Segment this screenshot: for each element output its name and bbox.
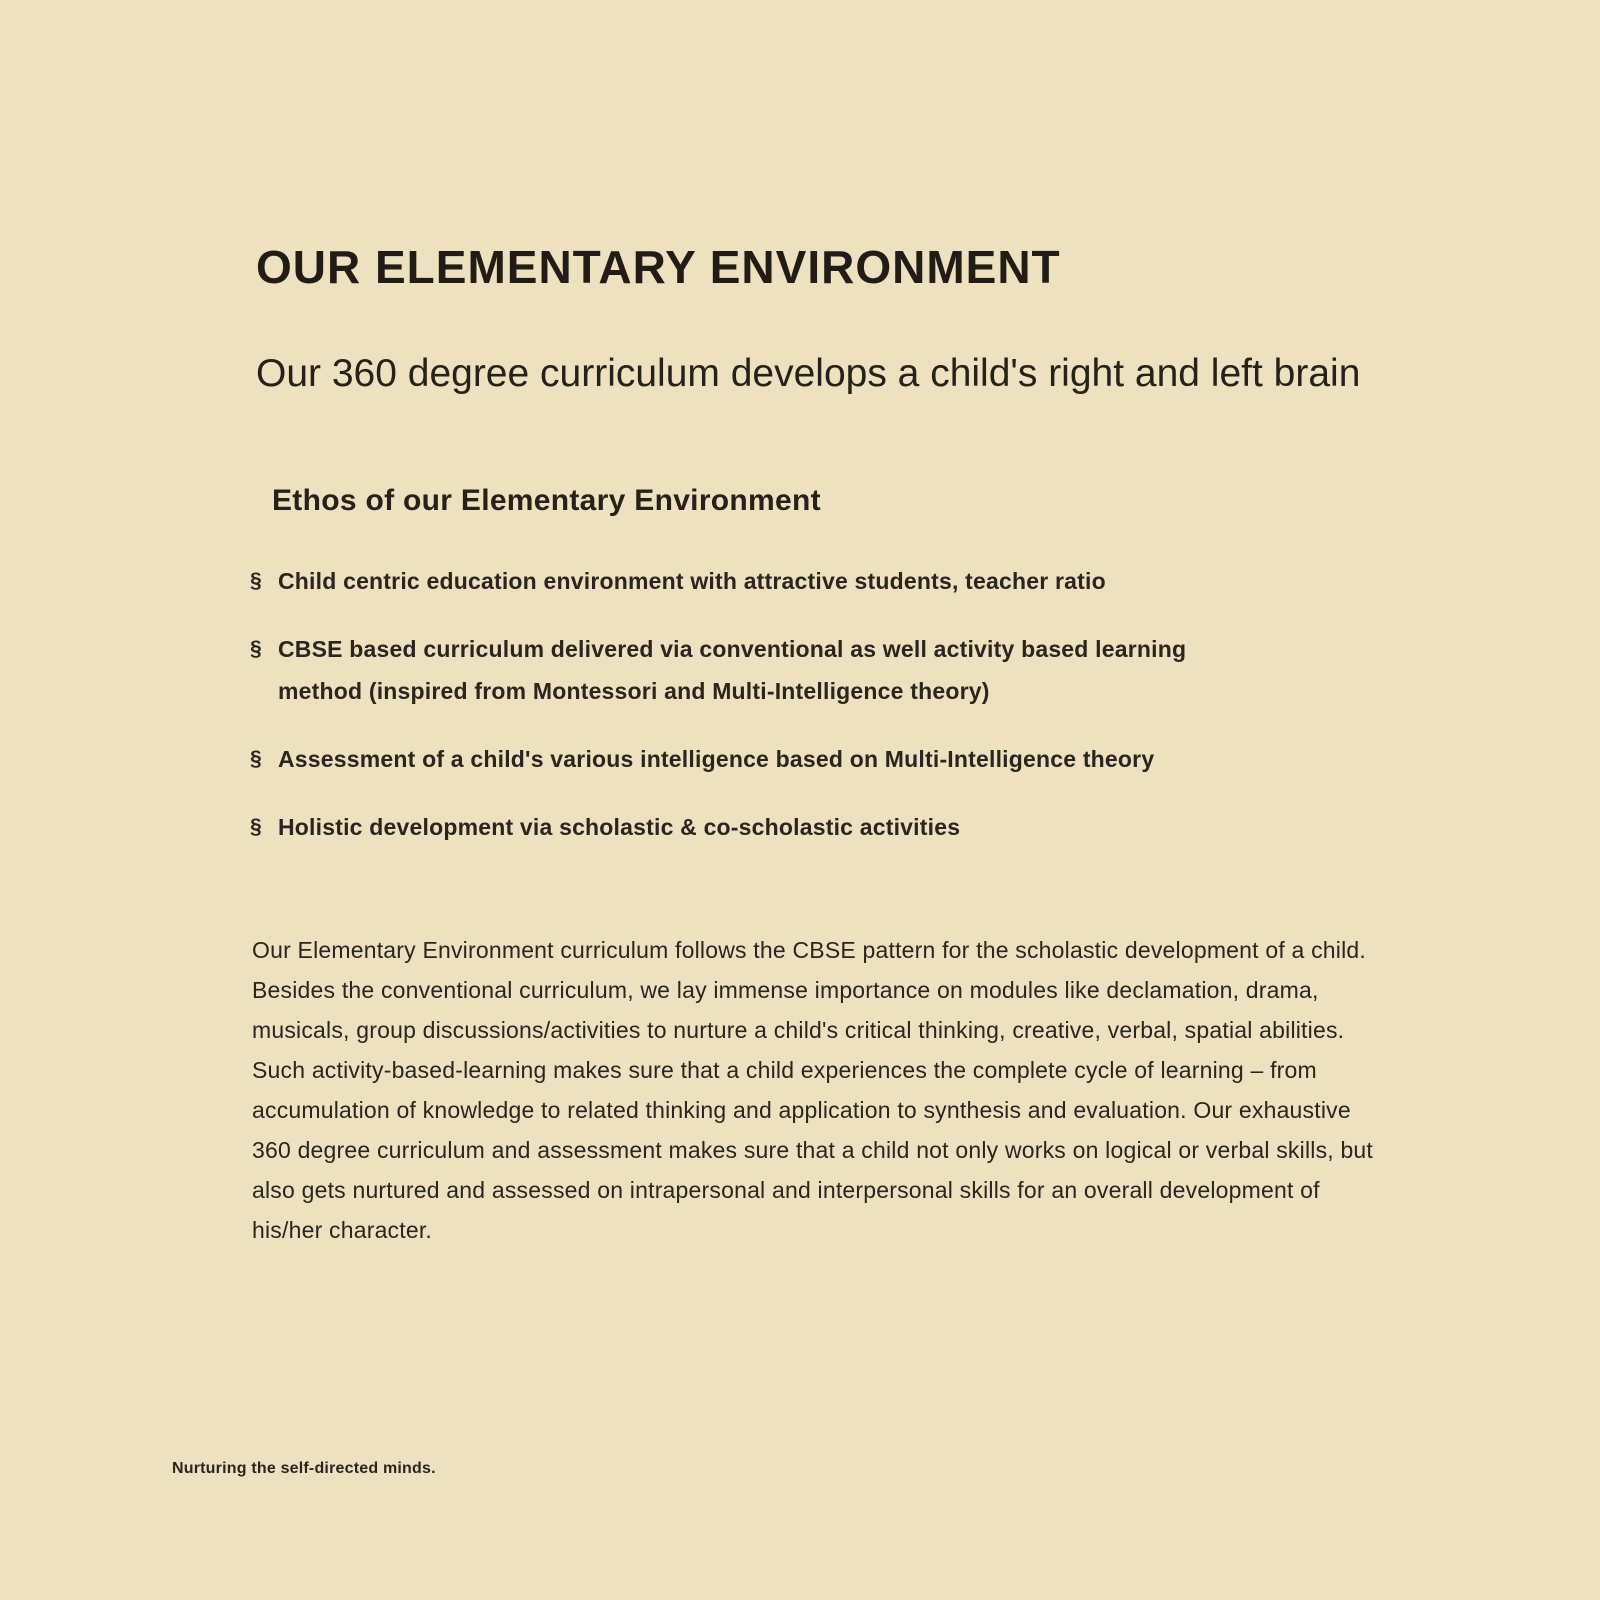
list-item	[250, 806, 1210, 848]
ethos-bullet-list	[250, 560, 1210, 874]
list-item-text: Holistic development via scholastic & co-scholastic activities	[278, 814, 961, 840]
list-item-text: Assessment of a child's various intelligence based on Multi-Intelligence theory	[278, 746, 1155, 772]
list-item-text: CBSE based curriculum delivered via conventional as well activity based learning method (inspired from Montessori and Multi-Intelligence theory)	[278, 636, 1187, 704]
section-bullet-icon: §	[250, 747, 262, 770]
page-title: OUR ELEMENTARY ENVIRONMENT	[256, 241, 1061, 293]
list-item	[250, 560, 1210, 602]
ethos-section-heading: Ethos of our Elementary Environment	[272, 484, 821, 517]
section-bullet-icon: §	[250, 637, 262, 660]
body-paragraph: Our Elementary Environment curriculum follows the CBSE pattern for the scholastic development of a child. Besides the conventional curriculum, we lay immense importance on modules like declamation, drama, musicals, group discussions/activities to nurture a child's critical thinking, creative, verbal, spatial abilities. Such activity-based-learning makes sure that a child experiences the complete cycle of learning – from accumulation of knowledge to related thinking and application to synthesis and evaluation. Our exhaustive 360 degree curriculum and assessment makes sure that a child not only works on logical or verbal skills, but also gets nurtured and assessed on intrapersonal and interpersonal skills for an overall development of his/her character.	[252, 937, 1374, 1243]
list-item	[250, 628, 1210, 712]
footer-tagline: Nurturing the self-directed minds.	[172, 1460, 436, 1477]
list-item	[250, 738, 1210, 780]
list-item-text: Child centric education environment with attractive students, teacher ratio	[278, 568, 1106, 594]
page-subtitle: Our 360 degree curriculum develops a child's right and left brain	[256, 352, 1361, 395]
section-bullet-icon: §	[250, 569, 262, 592]
section-bullet-icon: §	[250, 815, 262, 838]
